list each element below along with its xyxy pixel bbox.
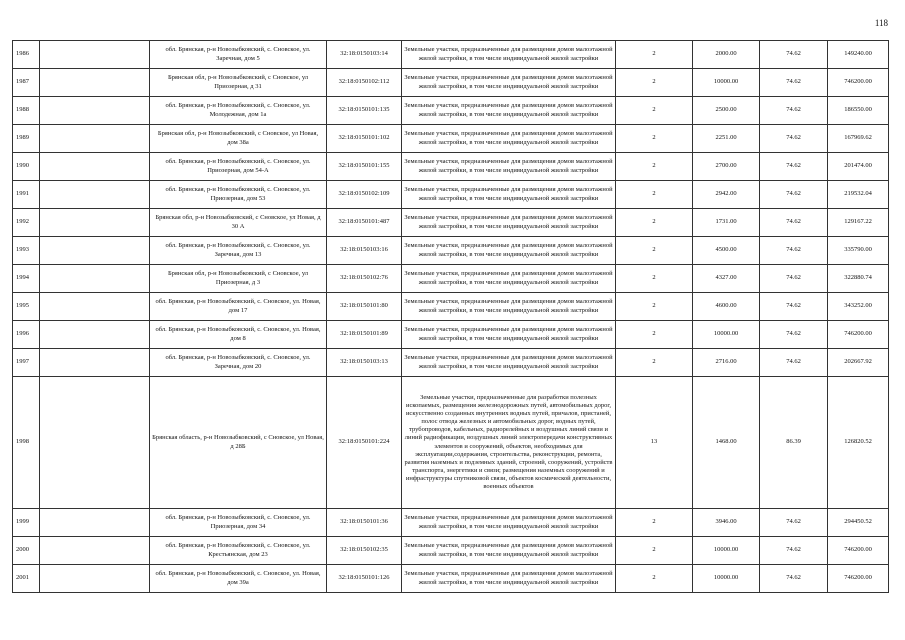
table-row [13, 377, 889, 509]
cell-empty [40, 537, 150, 565]
cell-land-use: Земельные участки, предназначенные для размещения домов малоэтажной жилой застройки, в том числе индивидуальной жилой застройки [402, 321, 616, 349]
cell-group: 2 [616, 265, 693, 293]
cell-empty [40, 153, 150, 181]
table-row [13, 537, 889, 565]
cell-land-use: Земельные участки, предназначенные для размещения домов малоэтажной жилой застройки, в том числе индивидуальной жилой застройки [402, 237, 616, 265]
cell-area: 2000.00 [693, 41, 760, 69]
table-row [13, 349, 889, 377]
cell-cadastral-number: 32:18:0150101:155 [327, 153, 402, 181]
cell-address: обл. Брянская, р-н Новозыбковский, с. Сновское, ул. Заречная, дом 20 [150, 349, 327, 377]
table-row [13, 265, 889, 293]
cell-cadastral-number: 32:18:0150101:102 [327, 125, 402, 153]
cell-area: 3946.00 [693, 509, 760, 537]
cell-land-use: Земельные участки, предназначенные для размещения домов малоэтажной жилой застройки, в том числе индивидуальной жилой застройки [402, 209, 616, 237]
cell-empty [40, 321, 150, 349]
cell-group: 2 [616, 537, 693, 565]
cell-address: Брянская область, р-н Новозыбковский, с Сновское, ул Новая, д 28Б [150, 377, 327, 509]
cell-row-number: 1990 [13, 153, 40, 181]
cell-cadastral-value: 294450.52 [828, 509, 889, 537]
cell-group: 13 [616, 377, 693, 509]
table-row [13, 237, 889, 265]
cell-group: 2 [616, 181, 693, 209]
cell-area: 10000.00 [693, 565, 760, 593]
cell-group: 2 [616, 97, 693, 125]
cell-empty [40, 265, 150, 293]
cell-address: обл. Брянская, р-н Новозыбковский, с. Сновское, ул. Новая, дом 39а [150, 565, 327, 593]
cell-group: 2 [616, 321, 693, 349]
cell-cadastral-value: 343252.00 [828, 293, 889, 321]
cell-group: 2 [616, 41, 693, 69]
cell-cadastral-number: 32:18:0150101:224 [327, 377, 402, 509]
page-number: 118 [874, 18, 888, 28]
cell-rate: 74.62 [760, 181, 828, 209]
cell-address: Брянская обл, р-н Новозыбковский, с Сновское, ул Новая, д 30 А [150, 209, 327, 237]
cell-land-use: Земельные участки, предназначенные для размещения домов малоэтажной жилой застройки, в том числе индивидуальной жилой застройки [402, 293, 616, 321]
cell-land-use: Земельные участки, предназначенные для размещения домов малоэтажной жилой застройки, в том числе индивидуальной жилой застройки [402, 537, 616, 565]
table-body [13, 41, 889, 593]
cell-cadastral-number: 32:18:0150101:36 [327, 509, 402, 537]
cell-address: обл. Брянская, р-н Новозыбковский, с. Сновское, ул. Молодежная, дом 1а [150, 97, 327, 125]
cell-land-use: Земельные участки, предназначенные для размещения домов малоэтажной жилой застройки, в том числе индивидуальной жилой застройки [402, 349, 616, 377]
cell-land-use: Земельные участки, предназначенные для размещения домов малоэтажной жилой застройки, в том числе индивидуальной жилой застройки [402, 565, 616, 593]
cell-cadastral-value: 186550.00 [828, 97, 889, 125]
cell-cadastral-number: 32:18:0150101:126 [327, 565, 402, 593]
cell-area: 1468.00 [693, 377, 760, 509]
table-row [13, 509, 889, 537]
cell-cadastral-number: 32:18:0150101:89 [327, 321, 402, 349]
cell-area: 10000.00 [693, 537, 760, 565]
cell-rate: 74.62 [760, 209, 828, 237]
cell-empty [40, 125, 150, 153]
cell-cadastral-value: 746200.00 [828, 321, 889, 349]
cell-address: Брянская обл, р-н Новозыбковский, с Сновское, ул Новая, дом 38а [150, 125, 327, 153]
cell-rate: 74.62 [760, 265, 828, 293]
cell-area: 4500.00 [693, 237, 760, 265]
cell-rate: 74.62 [760, 41, 828, 69]
table-row [13, 181, 889, 209]
cell-group: 2 [616, 293, 693, 321]
table-row [13, 153, 889, 181]
cell-cadastral-value: 129167.22 [828, 209, 889, 237]
cell-group: 2 [616, 509, 693, 537]
cell-cadastral-number: 32:18:0150103:16 [327, 237, 402, 265]
cell-empty [40, 97, 150, 125]
cell-address: обл. Брянская, р-н Новозыбковский, с. Сновское, ул. Крестьянская, дом 23 [150, 537, 327, 565]
cell-group: 2 [616, 565, 693, 593]
cell-group: 2 [616, 349, 693, 377]
cell-area: 2251.00 [693, 125, 760, 153]
cell-area: 4327.00 [693, 265, 760, 293]
cell-rate: 74.62 [760, 293, 828, 321]
cell-address: обл. Брянская, р-н Новозыбковский, с. Сновское, ул. Заречная, дом 5 [150, 41, 327, 69]
table-row [13, 125, 889, 153]
table-row [13, 97, 889, 125]
cell-cadastral-value: 219532.04 [828, 181, 889, 209]
cell-rate: 74.62 [760, 509, 828, 537]
cell-address: обл. Брянская, р-н Новозыбковский, с. Сновское, ул. Приозерная, дом 34 [150, 509, 327, 537]
cell-address: обл. Брянская, р-н Новозыбковский, с. Сновское, ул. Новая, дом 17 [150, 293, 327, 321]
cell-rate: 74.62 [760, 125, 828, 153]
cell-area: 2700.00 [693, 153, 760, 181]
table-row [13, 321, 889, 349]
cell-land-use: Земельные участки, предназначенные для размещения домов малоэтажной жилой застройки, в том числе индивидуальной жилой застройки [402, 153, 616, 181]
table-row [13, 41, 889, 69]
cell-area: 4600.00 [693, 293, 760, 321]
cell-group: 2 [616, 209, 693, 237]
cell-area: 2716.00 [693, 349, 760, 377]
cell-address: Брянская обл, р-н Новозыбковский, с Сновское, ул Приозерная, д 31 [150, 69, 327, 97]
cell-rate: 74.62 [760, 153, 828, 181]
cell-row-number: 1997 [13, 349, 40, 377]
cell-row-number: 2001 [13, 565, 40, 593]
cell-cadastral-value: 167969.62 [828, 125, 889, 153]
cell-row-number: 1989 [13, 125, 40, 153]
cell-cadastral-number: 32:18:0150103:14 [327, 41, 402, 69]
cell-address: обл. Брянская, р-н Новозыбковский, с. Сновское, ул. Новая, дом 8 [150, 321, 327, 349]
cell-cadastral-number: 32:18:0150102:35 [327, 537, 402, 565]
cell-address: Брянская обл, р-н Новозыбковский, с Сновское, ул Приозерная, д 3 [150, 265, 327, 293]
cell-group: 2 [616, 237, 693, 265]
cell-land-use: Земельные участки, предназначенные для размещения домов малоэтажной жилой застройки, в том числе индивидуальной жилой застройки [402, 181, 616, 209]
cell-cadastral-value: 746200.00 [828, 565, 889, 593]
cell-row-number: 2000 [13, 537, 40, 565]
cell-row-number: 1995 [13, 293, 40, 321]
cell-cadastral-value: 126820.52 [828, 377, 889, 509]
cell-cadastral-value: 335790.00 [828, 237, 889, 265]
cell-area: 10000.00 [693, 321, 760, 349]
cell-land-use: Земельные участки, предназначенные для размещения домов малоэтажной жилой застройки, в том числе индивидуальной жилой застройки [402, 97, 616, 125]
cell-cadastral-number: 32:18:0150102:112 [327, 69, 402, 97]
cell-row-number: 1996 [13, 321, 40, 349]
cell-group: 2 [616, 153, 693, 181]
cell-empty [40, 237, 150, 265]
cell-address: обл. Брянская, р-н Новозыбковский, с. Сновское, ул. Заречная, дом 13 [150, 237, 327, 265]
cell-rate: 74.62 [760, 97, 828, 125]
cell-area: 1731.00 [693, 209, 760, 237]
cell-empty [40, 41, 150, 69]
cell-area: 2942.00 [693, 181, 760, 209]
cell-empty [40, 209, 150, 237]
cell-cadastral-number: 32:18:0150103:13 [327, 349, 402, 377]
cell-rate: 86.39 [760, 377, 828, 509]
cell-row-number: 1991 [13, 181, 40, 209]
cell-land-use: Земельные участки, предназначенные для разработки полезных ископаемых, размещения железнодорожных путей, автомобильных дорог, искусственно созданных внутренних водных путей, причалов, пристаней, полос отвода железных и автомобильных дорог, водных путей, трубопроводов, кабельных, радиорелейных и воздушных линий связи и линий радиофикации, воздушных линий электропередачи конструктивных элементов и сооружений, объектов, необходимых для эксплуатации,содержания, строительства, реконструкции, ремонта, развития наземных и подземных зданий, строений, сооружений, устройств транспорта, энергетики и связи; размещения наземных сооружений и инфраструктуры спутниковой связи, объектов космической деятельности, военных объектов [402, 377, 616, 509]
cell-empty [40, 349, 150, 377]
cell-address: обл. Брянская, р-н Новозыбковский, с. Сновское, ул. Приозерная, дом 53 [150, 181, 327, 209]
cell-rate: 74.62 [760, 349, 828, 377]
cell-land-use: Земельные участки, предназначенные для размещения домов малоэтажной жилой застройки, в том числе индивидуальной жилой застройки [402, 41, 616, 69]
cell-land-use: Земельные участки, предназначенные для размещения домов малоэтажной жилой застройки, в том числе индивидуальной жилой застройки [402, 125, 616, 153]
cell-cadastral-value: 746200.00 [828, 69, 889, 97]
cell-cadastral-number: 32:18:0150102:109 [327, 181, 402, 209]
cell-rate: 74.62 [760, 237, 828, 265]
cell-empty [40, 565, 150, 593]
table-row [13, 69, 889, 97]
cell-cadastral-value: 149240.00 [828, 41, 889, 69]
cell-row-number: 1998 [13, 377, 40, 509]
table-row [13, 209, 889, 237]
cell-rate: 74.62 [760, 69, 828, 97]
cell-row-number: 1992 [13, 209, 40, 237]
cell-land-use: Земельные участки, предназначенные для размещения домов малоэтажной жилой застройки, в том числе индивидуальной жилой застройки [402, 509, 616, 537]
cell-rate: 74.62 [760, 321, 828, 349]
cell-land-use: Земельные участки, предназначенные для размещения домов малоэтажной жилой застройки, в том числе индивидуальной жилой застройки [402, 69, 616, 97]
cell-row-number: 1988 [13, 97, 40, 125]
cell-cadastral-value: 322880.74 [828, 265, 889, 293]
cell-cadastral-number: 32:18:0150102:76 [327, 265, 402, 293]
cell-area: 10000.00 [693, 69, 760, 97]
cell-rate: 74.62 [760, 565, 828, 593]
cell-cadastral-number: 32:18:0150101:487 [327, 209, 402, 237]
table-row [13, 565, 889, 593]
cell-empty [40, 69, 150, 97]
cell-empty [40, 181, 150, 209]
cell-land-use: Земельные участки, предназначенные для размещения домов малоэтажной жилой застройки, в том числе индивидуальной жилой застройки [402, 265, 616, 293]
cell-empty [40, 509, 150, 537]
cell-address: обл. Брянская, р-н Новозыбковский, с. Сновское, ул. Приозерная, дом 54-А [150, 153, 327, 181]
cell-cadastral-value: 746200.00 [828, 537, 889, 565]
cell-group: 2 [616, 125, 693, 153]
cell-area: 2500.00 [693, 97, 760, 125]
cell-cadastral-number: 32:18:0150101:80 [327, 293, 402, 321]
cell-empty [40, 293, 150, 321]
cell-row-number: 1987 [13, 69, 40, 97]
cell-rate: 74.62 [760, 537, 828, 565]
cadastral-value-table [12, 40, 889, 593]
table-row [13, 293, 889, 321]
cell-row-number: 1994 [13, 265, 40, 293]
cell-cadastral-number: 32:18:0150101:135 [327, 97, 402, 125]
cell-row-number: 1986 [13, 41, 40, 69]
cell-row-number: 1999 [13, 509, 40, 537]
cell-group: 2 [616, 69, 693, 97]
cell-cadastral-value: 202667.92 [828, 349, 889, 377]
cell-empty [40, 377, 150, 509]
cell-row-number: 1993 [13, 237, 40, 265]
cell-cadastral-value: 201474.00 [828, 153, 889, 181]
